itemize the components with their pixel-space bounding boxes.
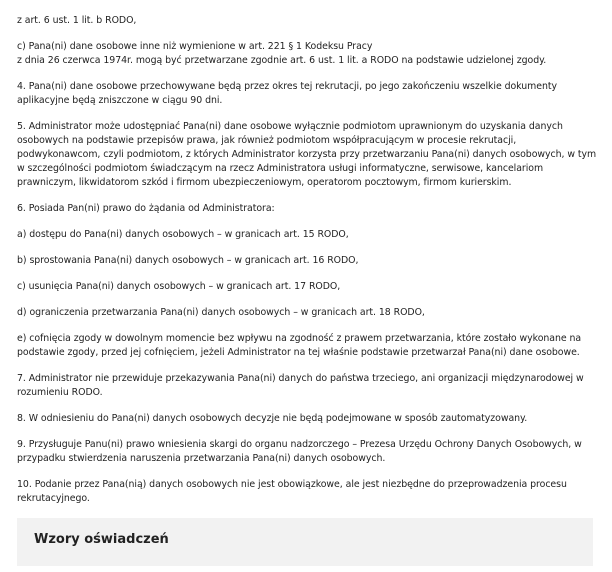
paragraph-right-rectification [17, 254, 599, 268]
declaration-templates-section[interactable] [17, 518, 593, 566]
paragraph-right-erasure [17, 280, 599, 294]
text-line: rekrutacyjnego. [17, 493, 90, 504]
rodo-clause-text [17, 14, 599, 518]
text-line: prawniczym, likwidatorom szkód i firmom ubezpieczeniowym, operatorom pocztowym, firmom kurierskim. [17, 177, 512, 188]
text-line: 4. Pana(ni) dane osobowe przechowywane będą przez okres tej rekrutacji, po jego zakończeniu wszelkie dokumenty [17, 81, 557, 92]
text-line: rozumieniu RODO. [17, 387, 103, 398]
text-line: c) usunięcia Pana(ni) danych osobowych – w granicach art. 17 RODO, [17, 281, 341, 292]
text-line: a) dostępu do Pana(ni) danych osobowych – w granicach art. 15 RODO, [17, 229, 349, 240]
text-line: 8. W odniesieniu do Pana(ni) danych osobowych decyzje nie będą podejmowane w sposób zautomatyzowany. [17, 413, 528, 424]
text-line: d) ograniczenia przetwarzania Pana(ni) danych osobowych – w granicach art. 18 RODO, [17, 307, 425, 318]
paragraph-automated-decisions [17, 412, 599, 426]
paragraph-right-withdraw-consent [17, 332, 599, 360]
text-line: przypadku stwierdzenia naruszenia przetwarzania Pana(ni) danych osobowych. [17, 453, 386, 464]
text-line: osobowych na podstawie przepisów prawa, jak również podmiotom współpracującym w procesie rekrutacji, [17, 135, 517, 146]
section-title: Wzory oświadczeń [34, 532, 169, 547]
text-line: e) cofnięcia zgody w dowolnym momencie bez wpływu na zgodność z prawem przetwarzania, które zostało wykonane na [17, 333, 582, 344]
paragraph-retention [17, 80, 599, 108]
text-line: 10. Podanie przez Pana(nią) danych osobowych nie jest obowiązkowe, ale jest niezbędne do przeprowadzenia procesu [17, 479, 567, 490]
text-line: 6. Posiada Pan(ni) prawo do żądania od Administratora: [17, 203, 275, 214]
paragraph-recipients [17, 120, 599, 190]
paragraph-voluntary-data [17, 478, 599, 506]
text-line: podstawie zgody, przed jej cofnięciem, jeżeli Administrator na tej właśnie podstawie przetwarzał Pana(ni) dane osobowe. [17, 347, 580, 358]
paragraph-complaint [17, 438, 599, 466]
paragraph-rights-intro [17, 202, 599, 216]
paragraph-third-country [17, 372, 599, 400]
text-line: b) sprostowania Pana(ni) danych osobowych – w granicach art. 16 RODO, [17, 255, 359, 266]
text-line: podwykonawcom, czyli podmiotom, z których Administrator korzysta przy przetwarzaniu Pana(ni) danych osobowych, w tym [17, 149, 597, 160]
text-line: 7. Administrator nie przewiduje przekazywania Pana(ni) danych do państwa trzeciego, ani organizacji międzynarodowej w [17, 373, 584, 384]
text-line: z art. 6 ust. 1 lit. b RODO, [17, 15, 137, 26]
text-line: aplikacyjne będą zniszczone w ciągu 90 dni. [17, 95, 223, 106]
text-line: z dnia 26 czerwca 1974r. mogą być przetwarzane zgodnie art. 6 ust. 1 lit. a RODO na podstawie udzielonej zgody. [17, 55, 547, 66]
paragraph-right-restriction [17, 306, 599, 320]
text-line: 5. Administrator może udostępniać Pana(ni) dane osobowe wyłącznie podmiotom uprawnionym do uzyskania danych [17, 121, 563, 132]
paragraph-right-access [17, 228, 599, 242]
paragraph-legal-basis-b [17, 14, 599, 28]
paragraph-legal-basis-c [17, 40, 599, 68]
text-line: c) Pana(ni) dane osobowe inne niż wymienione w art. 221 § 1 Kodeksu Pracy [17, 41, 373, 52]
text-line: 9. Przysługuje Panu(ni) prawo wniesienia skargi do organu nadzorczego – Prezesa Urzędu Ochrony Danych Osobowych, w [17, 439, 582, 450]
text-line: w szczególności podmiotom świadczącym na rzecz Administratora usługi informatyczne, serwisowe, kancelariom [17, 163, 544, 174]
